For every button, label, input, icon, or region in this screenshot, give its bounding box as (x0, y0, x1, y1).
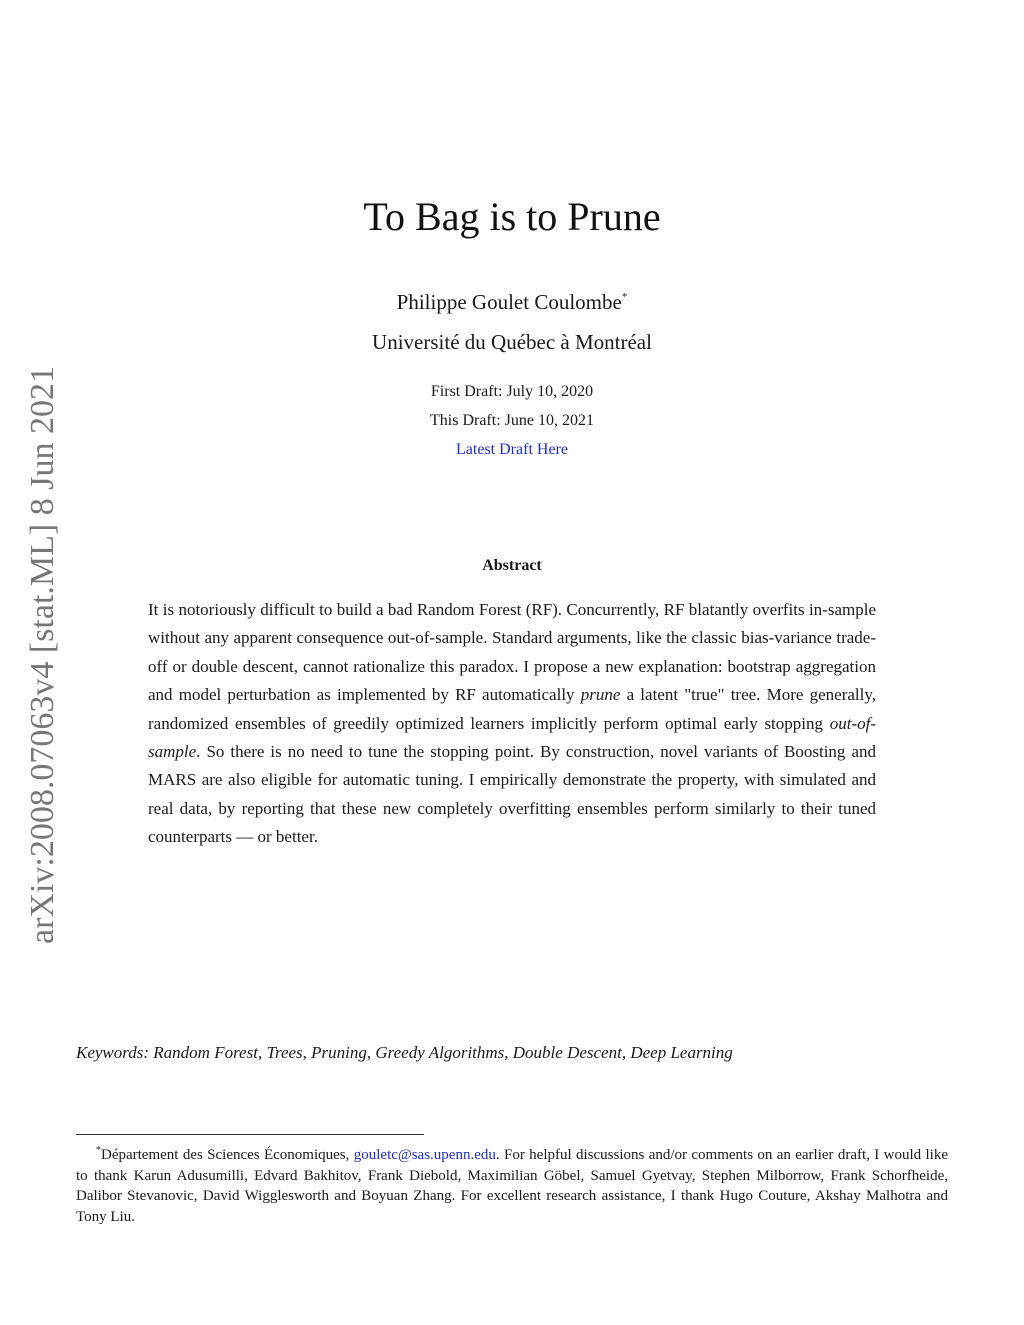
abstract-body (148, 596, 876, 852)
author-footnote-mark: * (621, 291, 628, 303)
footnote-acknowledgements: . For helpful discussions and/or comments on an earlier draft, I would like to thank Karun Adusumilli, Edvard Bakhitov, Frank Diebold, Maximilian Göbel, Samuel Gyetvay, Stephen Milborrow, Frank Schorfheide, Dalibor Stevanovic, David Wigglesworth and Boyuan Zhang. For excellent research assistance, I thank Hugo Couture, Akshay Malhotra and Tony Liu. (76, 1147, 948, 1225)
arxiv-stamp: arXiv:2008.07063v4 [stat.ML] 8 Jun 2021 (24, 366, 61, 944)
this-draft-date: This Draft: June 10, 2021 (430, 412, 594, 429)
author-line (0, 290, 1024, 315)
abstract-text-part-2: a latent "true" tree. More generally, randomized ensembles of greedily optimized learners implicitly perform optimal early stopping (148, 685, 876, 733)
latest-draft-line (0, 441, 1024, 459)
footnote-dept: Département des Sciences Économiques, (101, 1147, 354, 1163)
author-name: Philippe Goulet Coulombe (396, 290, 622, 314)
keywords-line: Keywords: Random Forest, Trees, Pruning, Greedy Algorithms, Double Descent, Deep Learning (76, 1043, 733, 1062)
paper-title: To Bag is to Prune (363, 194, 661, 239)
abstract-emphasis-prune: prune (580, 685, 621, 705)
first-draft-date: First Draft: July 10, 2020 (430, 383, 594, 400)
abstract-heading: Abstract (482, 557, 542, 574)
latest-draft-link[interactable]: Latest Draft Here (456, 441, 568, 458)
footnote-mark: * (96, 1145, 101, 1156)
abstract-text-part-3: . So there is no need to tune the stopping point. By construction, novel variants of Boosting and MARS are also eligible for automatic tuning. I empirically demonstrate the property, with simulated and real data, by reporting that these new completely overfitting ensembles perform similarly to their tuned counterparts — or better. (148, 742, 876, 847)
abstract-text-part-1: It is notoriously difficult to build a bad Random Forest (RF). Concurrently, RF blatantly overfits in-sample without any apparent consequence out-of-sample. Standard arguments, like the classic bias-variance trade-off or double descent, cannot rationalize this paradox. I propose a new explanation: bootstrap aggregation and model perturbation as implemented by RF automatically (148, 600, 876, 705)
footnote-divider (76, 1134, 424, 1135)
abstract-emphasis-oos: out-of-sample (148, 713, 876, 762)
author-affiliation: Université du Québec à Montréal (372, 330, 652, 354)
author-footnote (76, 1141, 948, 1227)
author-email-link[interactable]: gouletc@sas.upenn.edu (353, 1147, 496, 1163)
